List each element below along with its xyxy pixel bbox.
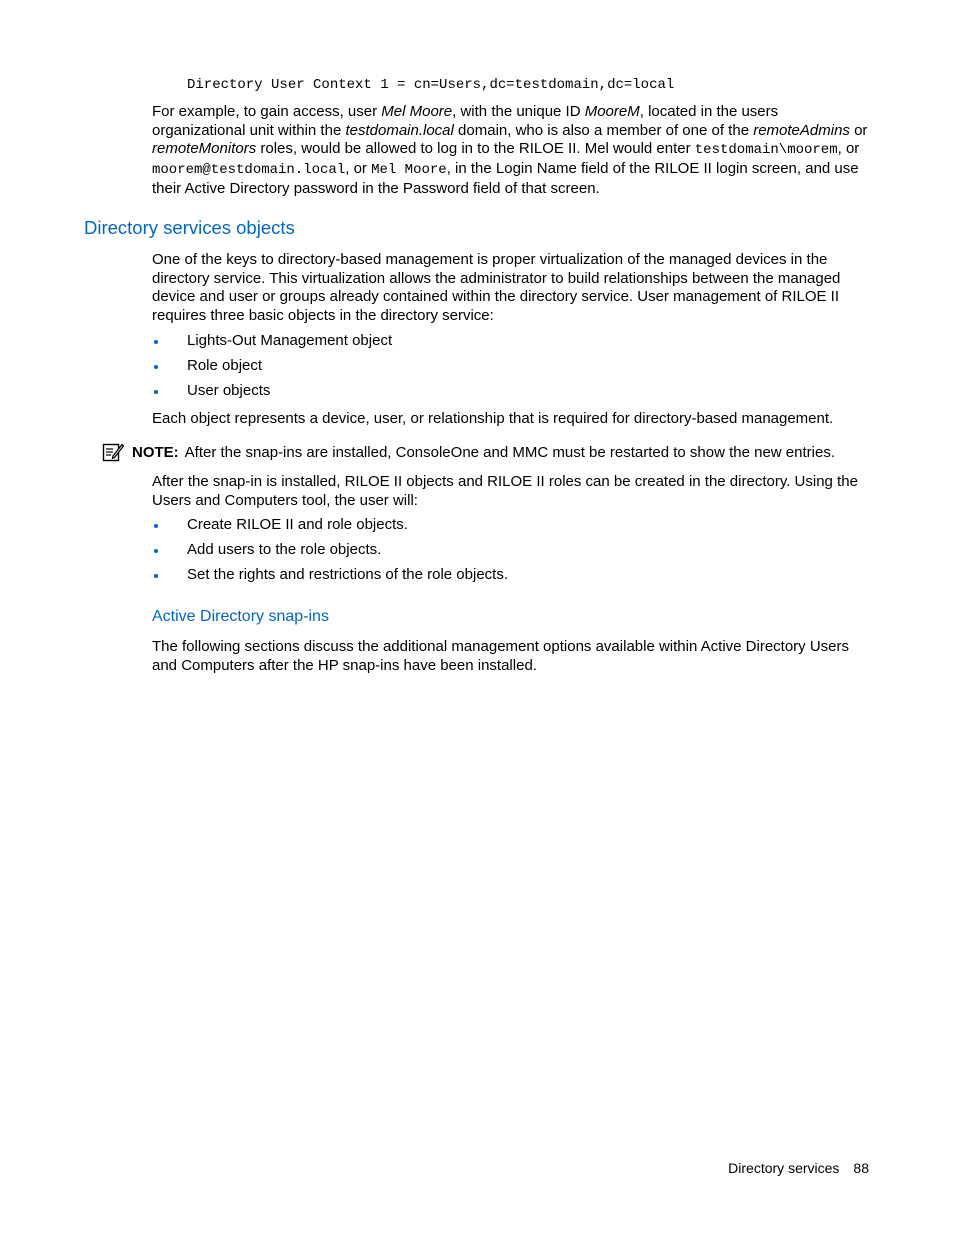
list-item-text: Set the rights and restrictions of the role objects. [187, 566, 508, 583]
bullet-icon [154, 390, 158, 394]
list-item [152, 382, 870, 407]
section-paragraph: One of the keys to directory-based management is proper virtualization of the managed devices in the directory service. This virtualization allows the administrator to build relationships between the managed device and user or groups already contained within the directory service. User management of RILOE II requires three basic objects in the directory service: [152, 251, 841, 325]
login-example: Mel Moore [371, 162, 447, 179]
page-number: 88 [853, 1160, 869, 1176]
after-snapin-paragraph: After the snap-in is installed, RILOE II objects and RILOE II roles can be created in the directory. Using the Users and Computers tool, the user will: [152, 473, 858, 509]
list-item-text: Role object [187, 357, 263, 374]
tasks-list [152, 516, 870, 591]
list-item [152, 357, 870, 382]
bullet-icon [154, 549, 158, 553]
each-object-paragraph: Each object represents a device, user, or relationship that is required for directory-based management. [152, 410, 834, 427]
intro-text: For example, to gain access, user [152, 103, 382, 120]
unique-id: MooreM [584, 103, 640, 120]
intro-text: , with the unique ID [452, 103, 585, 120]
page-footer [728, 1159, 869, 1178]
list-item [152, 332, 870, 357]
subsection-paragraph: The following sections discuss the additional management options available within Active Directory Users and Computers after the HP snap-ins have been installed. [152, 638, 850, 674]
intro-text: roles, would be allowed to log in to the RILOE II. Mel would enter [256, 140, 695, 158]
bullet-icon [154, 574, 158, 578]
note-text: After the snap-ins are installed, ConsoleOne and MMC must be restarted to show the new entries. [184, 444, 835, 461]
code-line: Directory User Context 1 = cn=Users,dc=testdomain,dc=local [187, 77, 675, 93]
list-item-text: Add users to the role objects. [187, 541, 382, 558]
objects-list [152, 332, 870, 407]
intro-text: , in the Login Name field of the RILOE II login screen, and use their Active Directory password in the Password field of that screen. [152, 160, 859, 197]
intro-paragraph [152, 103, 870, 199]
section-heading: Directory services objects [84, 217, 295, 238]
intro-text: , located in the users organizational unit within the [152, 103, 779, 139]
role-name: remoteMonitors [152, 140, 257, 158]
domain-name: testdomain.local [345, 121, 454, 139]
intro-text: or [849, 121, 868, 139]
subsection-heading: Active Directory snap-ins [152, 608, 329, 625]
intro-text: domain, who is also a member of one of the [453, 121, 754, 139]
user-name: Mel Moore [381, 103, 453, 120]
role-name: remoteAdmins [753, 121, 850, 139]
bullet-icon [154, 340, 158, 344]
list-item-text: User objects [187, 382, 271, 399]
note-label: NOTE: [132, 444, 179, 461]
list-item [152, 566, 870, 591]
list-item-text: Create RILOE II and role objects. [187, 516, 408, 533]
list-item [152, 541, 870, 566]
note-text-line [132, 444, 835, 463]
note-icon [102, 441, 124, 463]
intro-text: , or [345, 160, 372, 178]
login-example: moorem@testdomain.local [152, 162, 346, 179]
intro-text: , or [837, 140, 860, 158]
bullet-icon [154, 365, 158, 369]
login-example: testdomain\moorem [694, 142, 838, 159]
list-item [152, 516, 870, 541]
bullet-icon [154, 524, 158, 528]
list-item-text: Lights-Out Management object [187, 332, 393, 349]
footer-section: Directory services [728, 1160, 840, 1176]
